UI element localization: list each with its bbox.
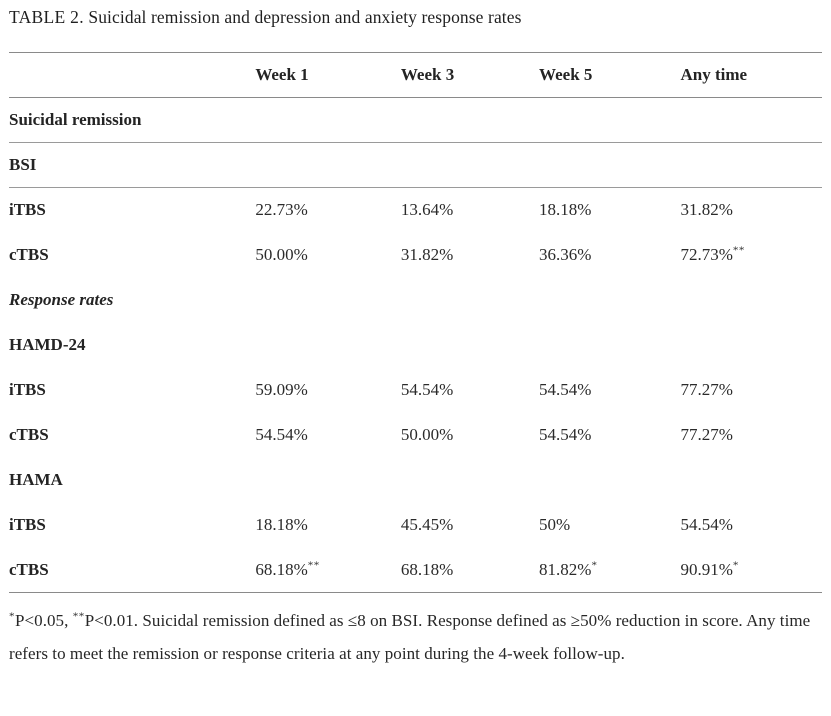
section-row-response-rates [9, 278, 822, 323]
cell-value: 81.82%* [539, 559, 598, 579]
row-label: iTBS [9, 515, 46, 534]
section-row-hamd24 [9, 323, 822, 368]
footnote-text-p05: P<0.05, [15, 611, 73, 630]
section-row-hama [9, 458, 822, 503]
section-row-suicidal-remission [9, 98, 822, 143]
cell-value: 54.54% [255, 425, 308, 444]
section-label: Suicidal remission [9, 98, 822, 143]
section-label: HAMA [9, 470, 63, 489]
results-table [9, 52, 822, 593]
table-row-hama-itbs [9, 503, 822, 548]
footnote-text-body: P<0.01. Suicidal remission defined as ≤8 on BSI. Response defined as ≥50% reduction in score. Any time refers to meet the remission or response criteria at any point during the 4-week follow-up. [9, 611, 811, 663]
cell-value: 22.73% [255, 200, 308, 220]
cell-value: 54.54% [400, 380, 454, 399]
header-week5: Week 5 [539, 53, 680, 98]
section-row-bsi [9, 143, 822, 188]
table-number-label: TABLE 2. [9, 7, 84, 27]
significance-marker: * [591, 559, 598, 572]
cell-value: 31.82% [680, 200, 733, 220]
section-label: BSI [9, 143, 822, 188]
cell-value: 68.18%** [255, 559, 320, 579]
section-label: Response rates [9, 290, 114, 309]
cell-value: 72.73%** [680, 244, 745, 264]
table-row-hama-ctbs [9, 548, 822, 593]
row-label: cTBS [9, 245, 49, 264]
header-anytime: Any time [681, 53, 823, 98]
cell-value: 50.00% [400, 425, 454, 444]
significance-marker: * [732, 559, 739, 572]
header-row [9, 53, 822, 98]
cell-value: 90.91%* [680, 559, 739, 579]
footnote-asterisk-double: ** [72, 610, 85, 623]
table-row-hamd24-itbs [9, 368, 822, 413]
table-row-bsi-ctbs [9, 233, 822, 278]
header-empty-cell [9, 53, 255, 98]
cell-value: 77.27% [680, 425, 733, 444]
cell-value: 36.36% [539, 245, 592, 264]
table-title [9, 5, 822, 29]
cell-value: 18.18% [255, 515, 308, 534]
row-label: iTBS [9, 200, 46, 220]
table-footnote [9, 605, 822, 670]
cell-value: 54.54% [539, 380, 592, 399]
section-label: HAMD-24 [9, 335, 86, 354]
significance-marker: ** [307, 559, 320, 572]
cell-value: 54.54% [539, 425, 592, 444]
cell-value: 59.09% [255, 380, 308, 399]
row-label: cTBS [9, 559, 49, 579]
cell-value: 18.18% [539, 200, 592, 220]
cell-value: 50% [539, 515, 571, 534]
row-label: cTBS [9, 425, 49, 444]
cell-value: 31.82% [400, 245, 454, 264]
cell-value: 54.54% [680, 515, 733, 534]
cell-value: 45.45% [400, 515, 454, 534]
footnote-asterisk-single: * [9, 610, 15, 623]
table-caption: Suicidal remission and depression and anxiety response rates [83, 7, 522, 27]
header-week1: Week 1 [255, 53, 401, 98]
header-week3: Week 3 [401, 53, 539, 98]
cell-value: 50.00% [255, 245, 308, 264]
row-label: iTBS [9, 380, 46, 399]
significance-marker: ** [732, 244, 745, 257]
table-row-hamd24-ctbs [9, 413, 822, 458]
cell-value: 68.18% [400, 559, 454, 579]
cell-value: 13.64% [400, 200, 454, 220]
table-row-bsi-itbs [9, 188, 822, 233]
cell-value: 77.27% [680, 380, 733, 399]
